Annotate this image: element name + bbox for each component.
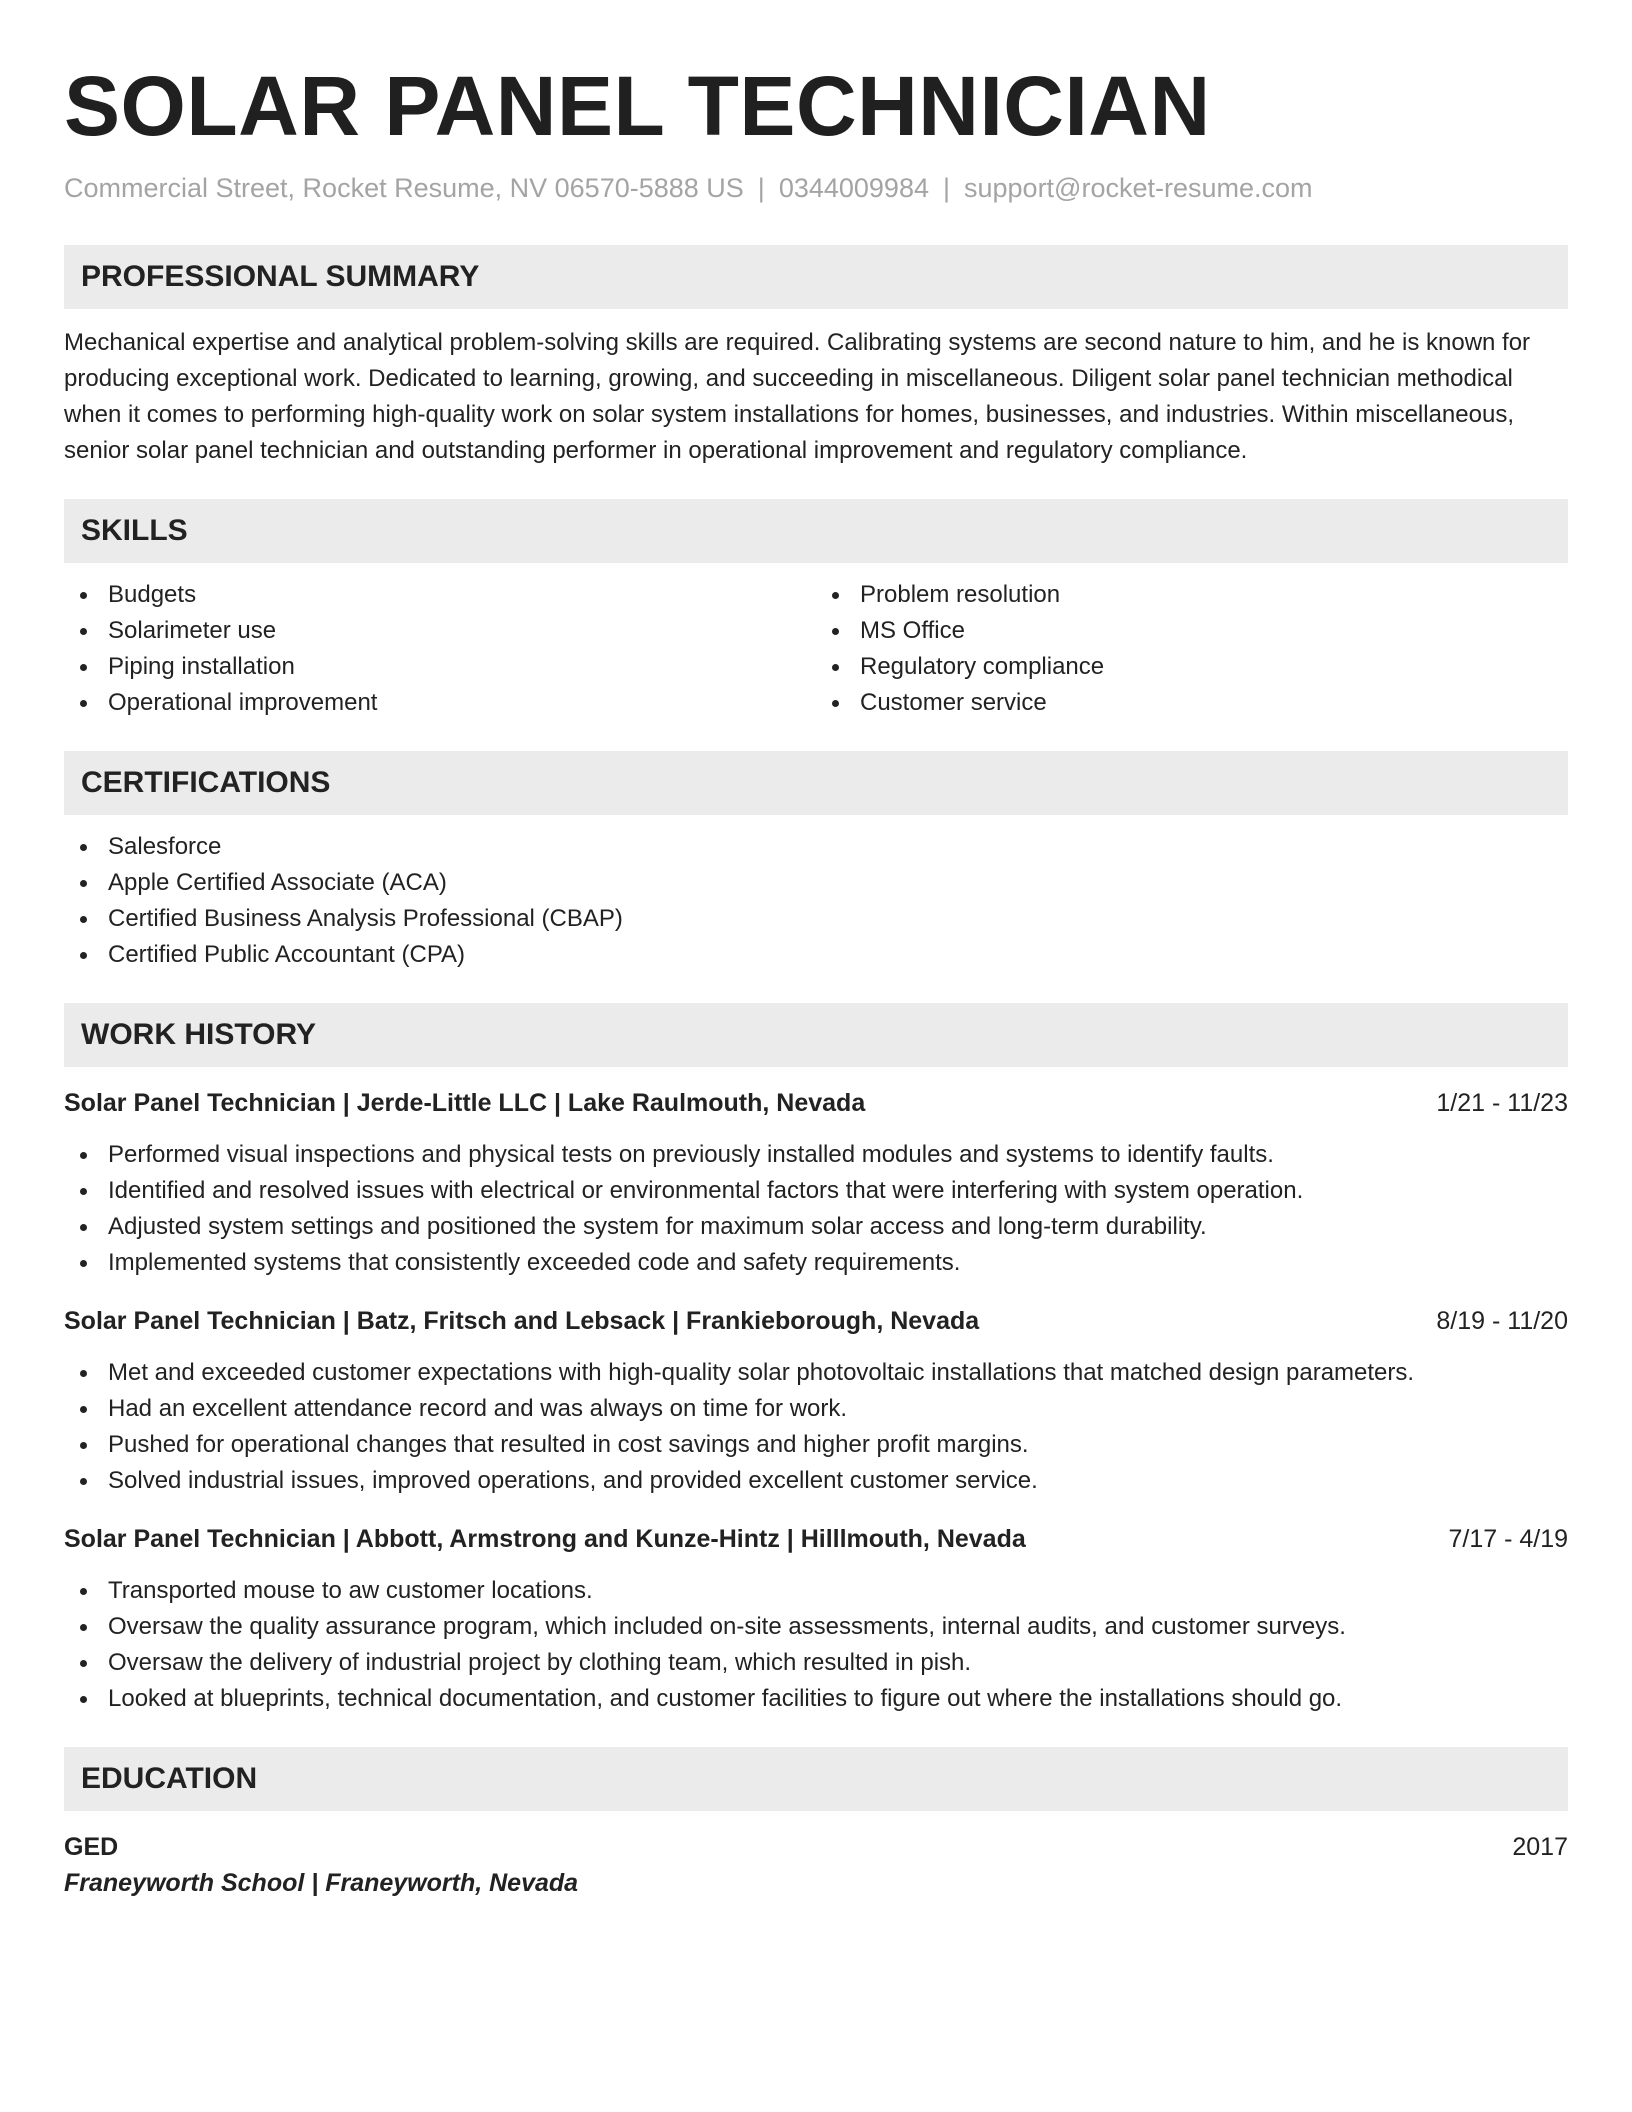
education-year: 2017	[1512, 1833, 1568, 1861]
certification-item: Apple Certified Associate (ACA)	[64, 865, 1568, 901]
job-dates: 8/19 - 11/20	[1436, 1307, 1568, 1335]
job-bullet: Met and exceeded customer expectations with high-quality solar photovoltaic installations that matched design parameters.	[64, 1355, 1568, 1391]
job-dates: 1/21 - 11/23	[1436, 1089, 1568, 1117]
contact-email: support@rocket-resume.com	[964, 173, 1313, 203]
job-bullet: Identified and resolved issues with electrical or environmental factors that were interfering with system operation.	[64, 1173, 1568, 1209]
job-dates: 7/17 - 4/19	[1448, 1525, 1568, 1553]
section-header-education: EDUCATION	[64, 1747, 1568, 1811]
skill-item: Piping installation	[64, 649, 816, 685]
summary-text: Mechanical expertise and analytical problem-solving skills are required. Calibrating systems are second nature to him, and he is known for producing exceptional work. Dedicated to learning, growing, and succeeding in miscellaneous. Diligent solar panel technician methodical when it comes to performing high-quality work on solar system installations for homes, businesses, and industries. Within miscellaneous, senior solar panel technician and outstanding performer in operational improvement and regulatory compliance.	[64, 329, 1531, 464]
job-header	[64, 1521, 1568, 1557]
education-degree: GED	[64, 1833, 119, 1861]
education-header	[64, 1829, 1568, 1865]
skills-grid	[64, 563, 1568, 721]
certification-item: Salesforce	[64, 829, 1568, 865]
skill-item: MS Office	[816, 613, 1568, 649]
section-header-work-history: WORK HISTORY	[64, 1003, 1568, 1067]
contact-line	[64, 170, 1568, 206]
skill-item: Regulatory compliance	[816, 649, 1568, 685]
skills-list-right	[816, 577, 1568, 721]
job-bullet: Solved industrial issues, improved operations, and provided excellent customer service.	[64, 1463, 1568, 1499]
section-header-summary: PROFESSIONAL SUMMARY	[64, 245, 1568, 309]
job-bullet: Performed visual inspections and physical tests on previously installed modules and systems to identify faults.	[64, 1137, 1568, 1173]
education-school: Franeyworth School | Franeyworth, Nevada	[64, 1869, 579, 1897]
work-history	[64, 1085, 1568, 1717]
job-bullets	[64, 1355, 1568, 1499]
job-bullet: Adjusted system settings and positioned the system for maximum solar access and long-term durability.	[64, 1209, 1568, 1245]
job-title: Solar Panel Technician | Batz, Fritsch and Lebsack | Frankieborough, Nevada	[64, 1307, 980, 1335]
resume-title: SOLAR PANEL TECHNICIAN	[64, 59, 1211, 153]
skill-item: Problem resolution	[816, 577, 1568, 613]
job-header	[64, 1303, 1568, 1339]
job-entry	[64, 1085, 1568, 1281]
contact-separator: |	[942, 173, 950, 203]
skill-item: Budgets	[64, 577, 816, 613]
job-entry	[64, 1303, 1568, 1499]
job-title: Solar Panel Technician | Jerde-Little LLC | Lake Raulmouth, Nevada	[64, 1089, 866, 1117]
certification-item: Certified Business Analysis Professional (CBAP)	[64, 901, 1568, 937]
job-bullet: Oversaw the delivery of industrial project by clothing team, which resulted in pish.	[64, 1645, 1568, 1681]
certification-item: Certified Public Accountant (CPA)	[64, 937, 1568, 973]
education-entry	[64, 1829, 1568, 1901]
job-bullet: Pushed for operational changes that resulted in cost savings and higher profit margins.	[64, 1427, 1568, 1463]
job-bullet: Implemented systems that consistently exceeded code and safety requirements.	[64, 1245, 1568, 1281]
contact-address: Commercial Street, Rocket Resume, NV 06570-5888 US	[64, 173, 744, 203]
contact-separator: |	[757, 173, 765, 203]
skill-item: Operational improvement	[64, 685, 816, 721]
job-header	[64, 1085, 1568, 1121]
section-header-skills: SKILLS	[64, 499, 1568, 563]
certifications-list	[64, 829, 1568, 973]
skills-list-left	[64, 577, 816, 721]
job-bullet: Had an excellent attendance record and was always on time for work.	[64, 1391, 1568, 1427]
job-bullet: Looked at blueprints, technical documentation, and customer facilities to figure out where the installations should go.	[64, 1681, 1568, 1717]
job-bullet: Oversaw the quality assurance program, which included on-site assessments, internal audits, and customer surveys.	[64, 1609, 1568, 1645]
job-title: Solar Panel Technician | Abbott, Armstrong and Kunze-Hintz | Hilllmouth, Nevada	[64, 1525, 1026, 1553]
skill-item: Solarimeter use	[64, 613, 816, 649]
job-entry	[64, 1521, 1568, 1717]
section-header-certifications: CERTIFICATIONS	[64, 751, 1568, 815]
job-bullets	[64, 1573, 1568, 1717]
job-bullets	[64, 1137, 1568, 1281]
skill-item: Customer service	[816, 685, 1568, 721]
contact-phone: 0344009984	[778, 173, 929, 203]
job-bullet: Transported mouse to aw customer locations.	[64, 1573, 1568, 1609]
